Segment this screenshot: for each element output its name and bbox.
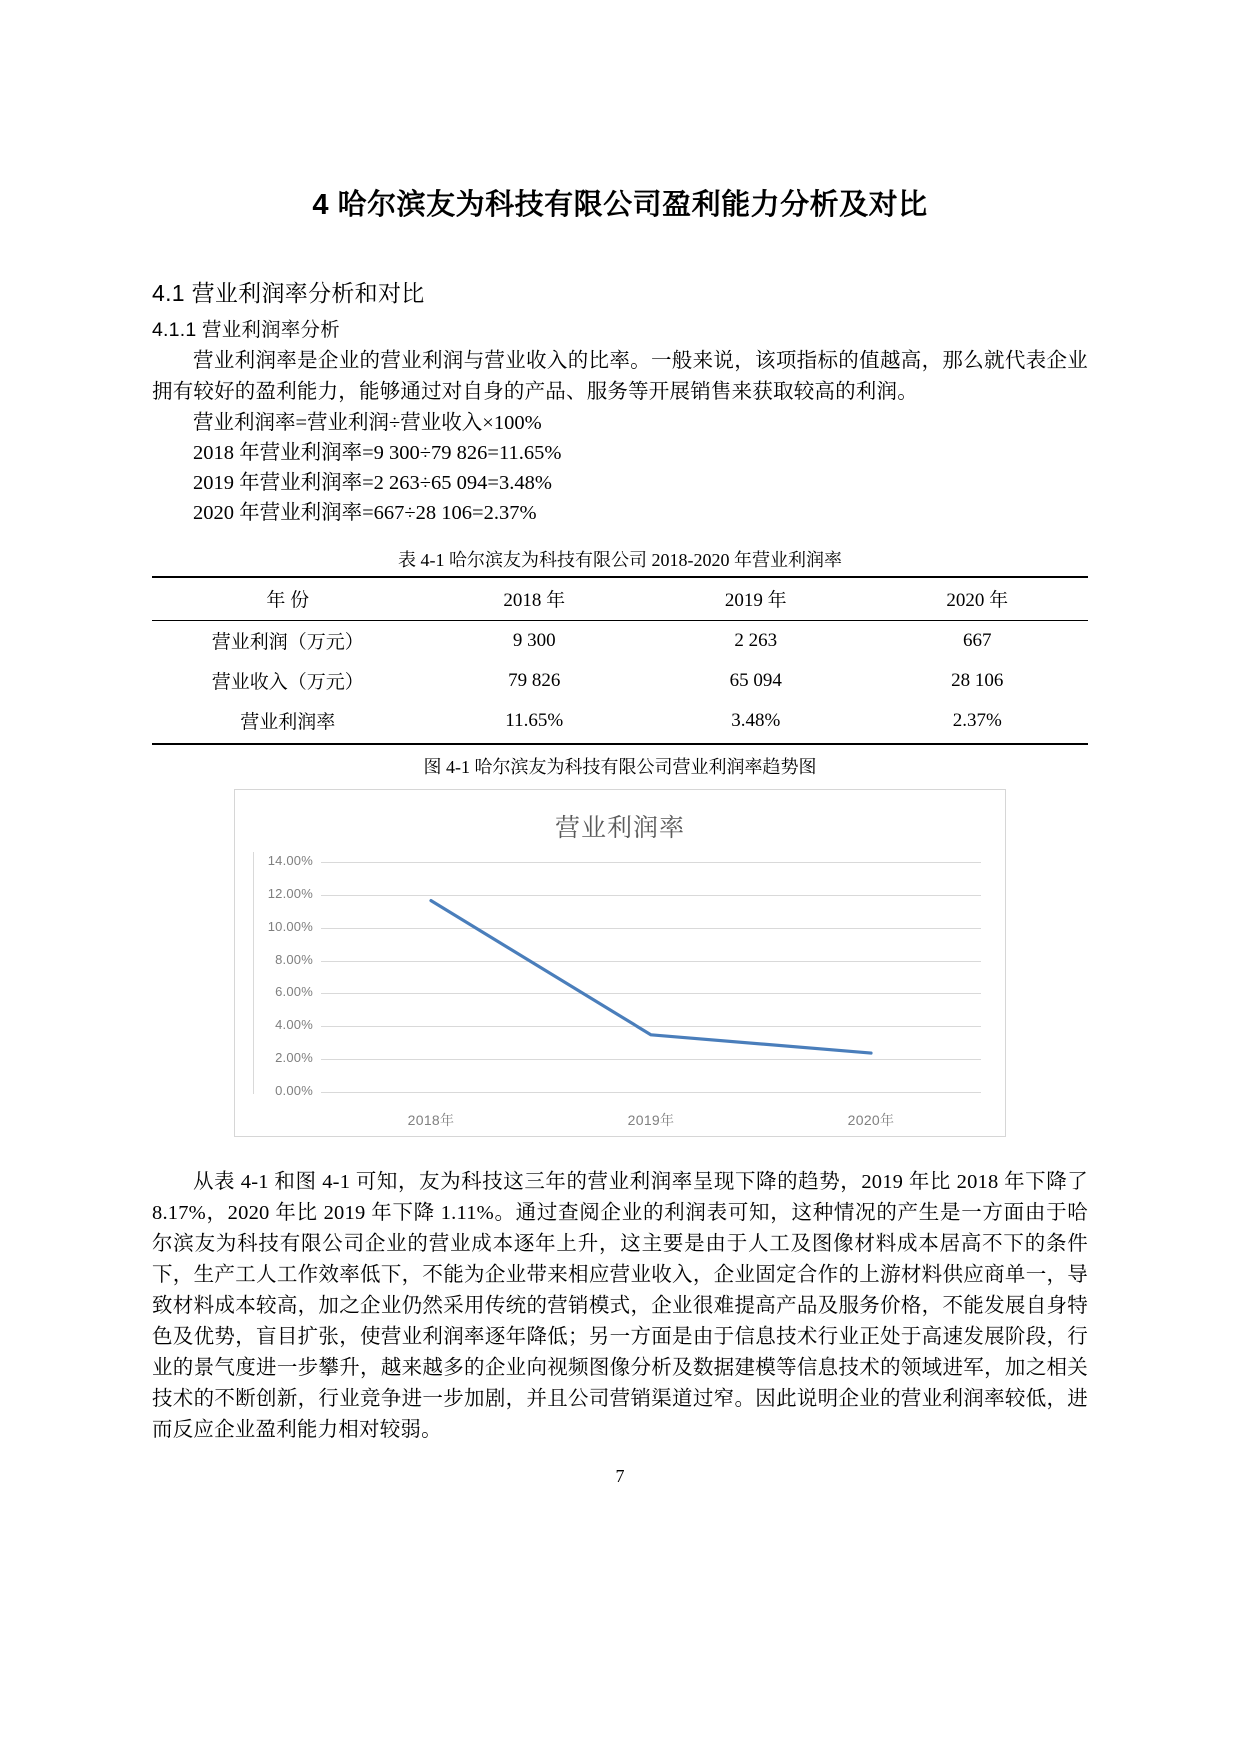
table-header-cell-3: 2020 年	[866, 577, 1088, 621]
chart-y-tick-label: 14.00%	[267, 853, 313, 868]
chart-y-tick-label: 12.00%	[267, 885, 313, 901]
table-header-cell-1: 2018 年	[423, 577, 645, 621]
table-row-label: 营业利润率	[152, 701, 423, 744]
table-cell: 2 263	[734, 629, 778, 651]
table-cell: 65 094	[729, 669, 782, 691]
formula-list	[152, 408, 1088, 528]
chart-y-tick-label: 4.00%	[275, 1017, 313, 1033]
chart-x-tick-label: 2020年	[847, 1112, 895, 1128]
figure-caption: 图 4-1 哈尔滨友为科技有限公司营业利润率趋势图	[423, 757, 817, 777]
paragraph-conclusion: 从表 4-1 和图 4-1 可知，友为科技这三年的营业利润率呈现下降的趋势，2019 年比 2018 年下降了 8.17%，2020 年比 2019 年下降 1.11%。通过查阅企业的利润表可知，这种情况的产生是一方面由于哈尔滨友为科技有限公司企业的营业成本逐年上升，这主要是由于人工及图像材料成本居高不下的条件下，生产工人工作效率低下，不能为企业带来相应营业收入，企业固定合作的上游材料供应商单一，导致材料成本较高，加之企业仍然采用传统的营销模式，企业很难提高产品及服务价格，不能发展自身特色及优势，盲目扩张，使营业利润率逐年降低；另一方面是由于信息技术行业正处于高速发展阶段，行业的景气度进一步攀升，越来越多的企业向视频图像分析及数据建模等信息技术的领域进军，加之相关技术的不断创新，行业竞争进一步加剧，并且公司营销渠道过窄。因此说明企业的营业利润率较低，进而反应企业盈利能力相对较弱。	[152, 1171, 1088, 1441]
table-header	[152, 577, 1088, 621]
table-header-row	[152, 577, 1088, 621]
page-title: 4 哈尔滨友为科技有限公司盈利能力分析及对比	[312, 189, 928, 221]
page-content	[152, 0, 1088, 1446]
table-cell: 11.65%	[423, 701, 645, 744]
table-cell: 79 826	[508, 669, 561, 691]
formula-line-0: 营业利润率=营业利润÷营业收入×100%	[193, 412, 542, 434]
table-caption: 表 4-1 哈尔滨友为科技有限公司 2018-2020 年营业利润率	[398, 550, 842, 570]
chart-y-tick-label: 6.00%	[275, 984, 313, 1000]
table-row	[152, 701, 1088, 744]
table-header-cell-2: 2019 年	[645, 577, 867, 621]
chart-y-tick-label: 0.00%	[275, 1083, 313, 1098]
chart-y-tick-label: 8.00%	[275, 951, 313, 967]
table-header-cell-0: 年 份	[152, 577, 423, 621]
chart-x-tick-label: 2019年	[627, 1112, 675, 1128]
table-body	[152, 621, 1088, 745]
table-row	[152, 621, 1088, 662]
table-cell: 3.48%	[645, 701, 867, 744]
page-number: 7	[615, 1466, 625, 1486]
chart-series-svg	[235, 852, 1007, 1138]
chart-y-tick-label: 2.00%	[275, 1050, 313, 1066]
paragraph-intro: 营业利润率是企业的营业利润与营业收入的比率。一般来说，该项指标的值越高，那么就代表企业拥有较好的盈利能力，能够通过对自身的产品、服务等开展销售来获取较高的利润。	[152, 350, 1088, 403]
table-cell: 28 106	[951, 669, 1004, 691]
chart-line-series	[431, 901, 871, 1053]
table-cell: 667	[962, 629, 992, 651]
formula-line-2: 2019 年营业利润率=2 263÷65 094=3.48%	[193, 472, 552, 494]
table-row	[152, 661, 1088, 701]
table-cell: 9 300	[512, 629, 556, 651]
section-heading-4-1: 4.1 营业利润率分析和对比	[152, 280, 425, 306]
chart-plot-area	[235, 852, 1007, 1138]
subsection-heading-4-1-1: 4.1.1 营业利润率分析	[152, 319, 340, 341]
profit-margin-line-chart	[234, 789, 1006, 1137]
formula-line-3: 2020 年营业利润率=667÷28 106=2.37%	[193, 502, 537, 524]
profit-margin-table	[152, 576, 1088, 745]
chart-x-tick-label: 2018年	[407, 1112, 455, 1128]
chart-y-tick-label: 10.00%	[267, 918, 313, 934]
formula-line-1: 2018 年营业利润率=9 300÷79 826=11.65%	[193, 442, 562, 464]
table-row-label: 营业收入（万元）	[211, 672, 364, 693]
chart-title: 营业利润率	[554, 814, 685, 842]
table-row-label: 营业利润（万元）	[211, 632, 364, 653]
table-cell: 2.37%	[866, 701, 1088, 744]
